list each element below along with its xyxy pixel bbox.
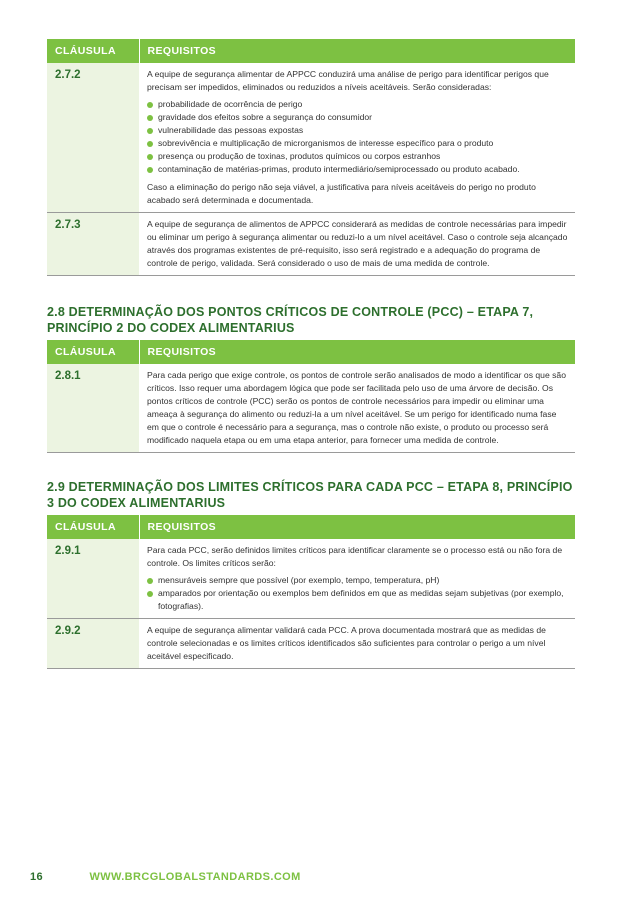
header-requirements: REQUISITOS [139, 515, 575, 539]
table-row [47, 539, 575, 619]
table-header [47, 515, 575, 539]
table-row [47, 364, 575, 453]
page-number: 16 [30, 871, 44, 883]
requirement-intro: Para cada perigo que exige controle, os pontos de controle serão analisados de modo a identificar os que são críticos. Isso requer uma abordagem lógica que pode ser facilitada pelo uso de uma árvore de decisão. Os pontos críticos de controle (PCC) serão os pontos de controle necessários para impedir ou eliminar uma ameaça à segurança do alimento ou reduzi-la a um nível aceitável. Se um perigo for identificado numa fase em que o controle é necessário para a segurança, mas o controle não existe, o produto ou processo será modificado naquela etapa ou em uma etapa anterior, para fornecer uma medida de controle. [147, 370, 566, 445]
list-item: presença ou produção de toxinas, produtos químicos ou corpos estranhos [147, 150, 569, 163]
list-item: mensuráveis sempre que possível (por exemplo, tempo, temperatura, pH) [147, 574, 569, 587]
table-header [47, 340, 575, 364]
section-title-2-9: 2.9 DETERMINAÇÃO DOS LIMITES CRÍTICOS PARA CADA PCC – ETAPA 8, PRINCÍPIO 3 DO CODEX ALIMENTARIUS [47, 480, 573, 510]
bullet-dot-icon [147, 102, 153, 108]
requirements-table-2-7 [47, 39, 575, 276]
bullet-dot-icon [147, 167, 153, 173]
bullet-list [147, 574, 569, 613]
requirement-intro: Para cada PCC, serão definidos limites críticos para identificar claramente se o processo está ou não fora de controle. Os limites críticos serão: [147, 545, 563, 568]
list-item: amparados por orientação ou exemplos bem definidos em que as medidas sejam subjetivas (por exemplo, fotografias). [147, 587, 569, 613]
table-row [47, 619, 575, 669]
clause-code: 2.8.1 [47, 364, 139, 453]
header-requirements: REQUISITOS [139, 39, 575, 63]
bullet-dot-icon [147, 128, 153, 134]
table-row [47, 63, 575, 213]
clause-code: 2.9.1 [47, 539, 139, 619]
bullet-dot-icon [147, 141, 153, 147]
header-clause: CLÁUSULA [47, 340, 139, 364]
requirement-intro: A equipe de segurança alimentar validará cada PCC. A prova documentada mostrará que as medidas de controle selecionadas e os limites críticos identificados são suficientes para controlar o perigo a um nível aceitável especificado. [147, 625, 546, 661]
requirement-text [139, 619, 575, 669]
requirement-text [139, 364, 575, 453]
bullet-dot-icon [147, 578, 153, 584]
document-page [47, 39, 575, 669]
list-item: probabilidade de ocorrência de perigo [147, 98, 569, 111]
clause-code: 2.7.2 [47, 63, 139, 213]
table-row [47, 213, 575, 276]
list-item: gravidade dos efeitos sobre a segurança do consumidor [147, 111, 569, 124]
bullet-dot-icon [147, 115, 153, 121]
bullet-list [147, 98, 569, 176]
list-item: contaminação de matérias-primas, produto intermediário/semiprocessado ou produto acabado. [147, 163, 569, 176]
page-footer [30, 871, 301, 883]
requirement-text [139, 539, 575, 619]
list-item: vulnerabilidade das pessoas expostas [147, 124, 569, 137]
table-header [47, 39, 575, 63]
clause-code: 2.9.2 [47, 619, 139, 669]
requirements-table-2-8 [47, 340, 575, 453]
header-requirements: REQUISITOS [139, 340, 575, 364]
bullet-dot-icon [147, 154, 153, 160]
bullet-dot-icon [147, 591, 153, 597]
clause-code: 2.7.3 [47, 213, 139, 276]
section-title-2-8: 2.8 DETERMINAÇÃO DOS PONTOS CRÍTICOS DE CONTROLE (PCC) – ETAPA 7, PRINCÍPIO 2 DO CODEX ALIMENTARIUS [47, 305, 534, 335]
requirement-intro: A equipe de segurança de alimentos de APPCC considerará as medidas de controle necessárias para impedir ou eliminar um perigo à segurança alimentar ou reduzi-lo a um nível aceitável. Caso o controle seja alcançado através dos programas existentes de pré-requisito, isso será registrado e a adequação do programa de controle de perigo, validada. Será considerado o uso de mais de uma medida de controle. [147, 219, 568, 268]
requirement-text [139, 63, 575, 213]
requirement-outro: Caso a eliminação do perigo não seja viável, a justificativa para níveis aceitáveis do perigo no produto acabado será determinada e documentada. [147, 182, 536, 205]
requirement-intro: A equipe de segurança alimentar de APPCC conduzirá uma análise de perigo para identificar perigos que precisam ser impedidos, eliminados ou reduzidos a níveis aceitáveis. Serão consideradas: [147, 69, 549, 92]
header-clause: CLÁUSULA [47, 39, 139, 63]
requirements-table-2-9 [47, 515, 575, 669]
list-item: sobrevivência e multiplicação de microrganismos de interesse específico para o produto [147, 137, 569, 150]
header-clause: CLÁUSULA [47, 515, 139, 539]
footer-website-link[interactable]: WWW.BRCGLOBALSTANDARDS.COM [89, 871, 301, 883]
requirement-text [139, 213, 575, 276]
